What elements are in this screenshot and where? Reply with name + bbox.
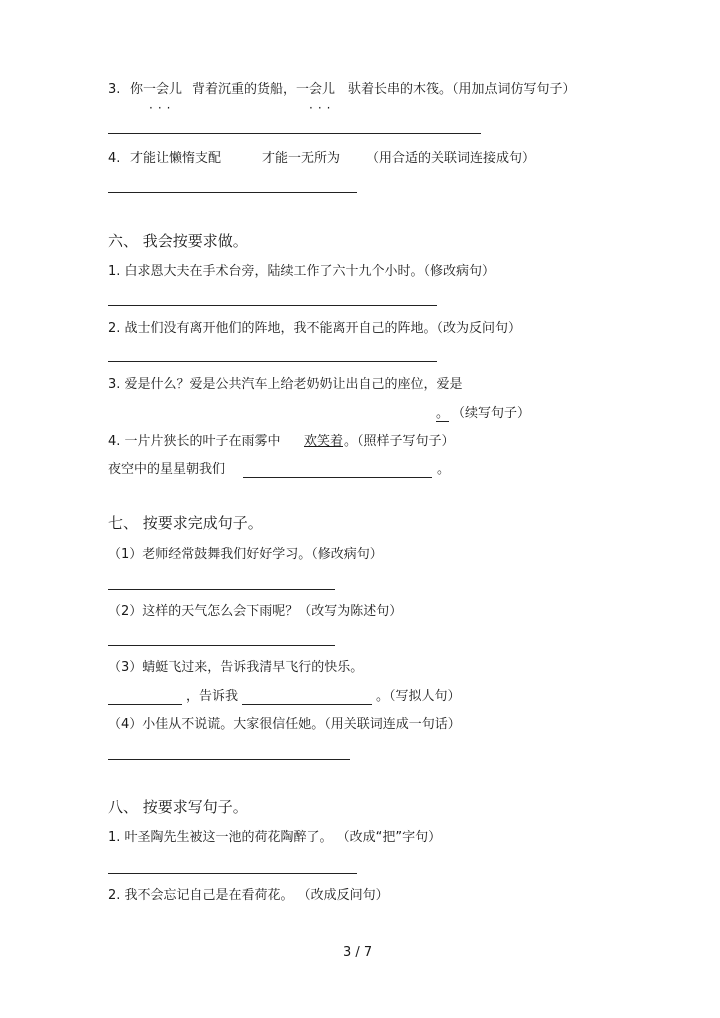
answer-line[interactable] (108, 704, 182, 705)
s8-q1: 1. 叶圣陶先生被这一池的荷花陶醉了。 （改成“把”字句） (108, 830, 442, 845)
s6-q4-b: 。（照样子写句子） (344, 434, 455, 449)
q4-text-b: 才能一无所为 (262, 151, 341, 166)
answer-line[interactable] (108, 759, 350, 760)
answer-line[interactable] (108, 361, 437, 362)
answer-line[interactable] (108, 192, 357, 193)
q4-text-c: （用合适的关联词连接成句） (366, 151, 536, 166)
s7-q3: （3）蜻蜓飞过来，告诉我清早飞行的快乐。 (108, 660, 364, 675)
s7-q3-mid: ，告诉我 (186, 689, 239, 704)
s7-q4: （4）小佳从不说谎。大家很信任她。（用关联词连成一句话） (108, 717, 461, 732)
q3-number: 3. (108, 82, 121, 97)
s6-q4-underlined-example: 欢笑着 (304, 434, 344, 449)
s6-q2: 2. 战士们没有离开他们的阵地，我不能离开自己的阵地。（改为反问句） (108, 321, 522, 336)
q4-text-a: 才能让懒惰支配 (130, 151, 222, 166)
answer-line[interactable] (108, 305, 437, 306)
s6-q3-end: 。 (436, 406, 450, 421)
answer-line[interactable] (243, 477, 432, 478)
s7-q3-end: 。（写拟人句） (376, 689, 461, 704)
s6-q4-line2: 夜空中的星星朝我们 (108, 462, 226, 477)
section-6-heading: 六、 我会按要求做。 (108, 232, 248, 250)
s6-q4-end: 。 (437, 462, 451, 477)
s6-q1: 1. 白求恩大夫在手术台旁，陆续工作了六十九个小时。（修改病句） (108, 264, 496, 279)
q3-text-c: 驮着长串的木筏。（用加点词仿写句子） (348, 82, 576, 97)
answer-line[interactable] (436, 421, 449, 422)
answer-line[interactable] (242, 704, 372, 705)
section-8-heading: 八、 按要求写句子。 (108, 798, 248, 816)
s6-q3-line1: 3. 爱是什么？爱是公共汽车上给老奶奶让出自己的座位，爱是 (108, 377, 463, 392)
answer-line[interactable] (108, 645, 335, 646)
s7-q1: （1）老师经常鼓舞我们好好学习。（修改病句） (108, 547, 383, 562)
q3-text-a: 你一会儿 (130, 82, 183, 97)
s6-q4-a: 4. 一片片狭长的叶子在雨雾中 (108, 434, 281, 449)
emphasis-dots-2: ··· (309, 101, 336, 115)
answer-line[interactable] (108, 873, 357, 874)
page-number: 3 / 7 (343, 945, 373, 960)
s7-q2: （2）这样的天气怎么会下雨呢？（改写为陈述句） (108, 604, 403, 619)
emphasis-dots-1: ··· (149, 101, 176, 115)
answer-line[interactable] (108, 589, 335, 590)
s8-q2: 2. 我不会忘记自己是在看荷花。 （改成反问句） (108, 888, 389, 903)
q3-text-b: 背着沉重的货船，一会儿 (192, 82, 336, 97)
answer-line[interactable] (108, 133, 481, 134)
q4-number: 4. (108, 151, 121, 166)
s6-q3-note: （续写句子） (452, 406, 531, 421)
section-7-heading: 七、 按要求完成句子。 (108, 514, 263, 532)
